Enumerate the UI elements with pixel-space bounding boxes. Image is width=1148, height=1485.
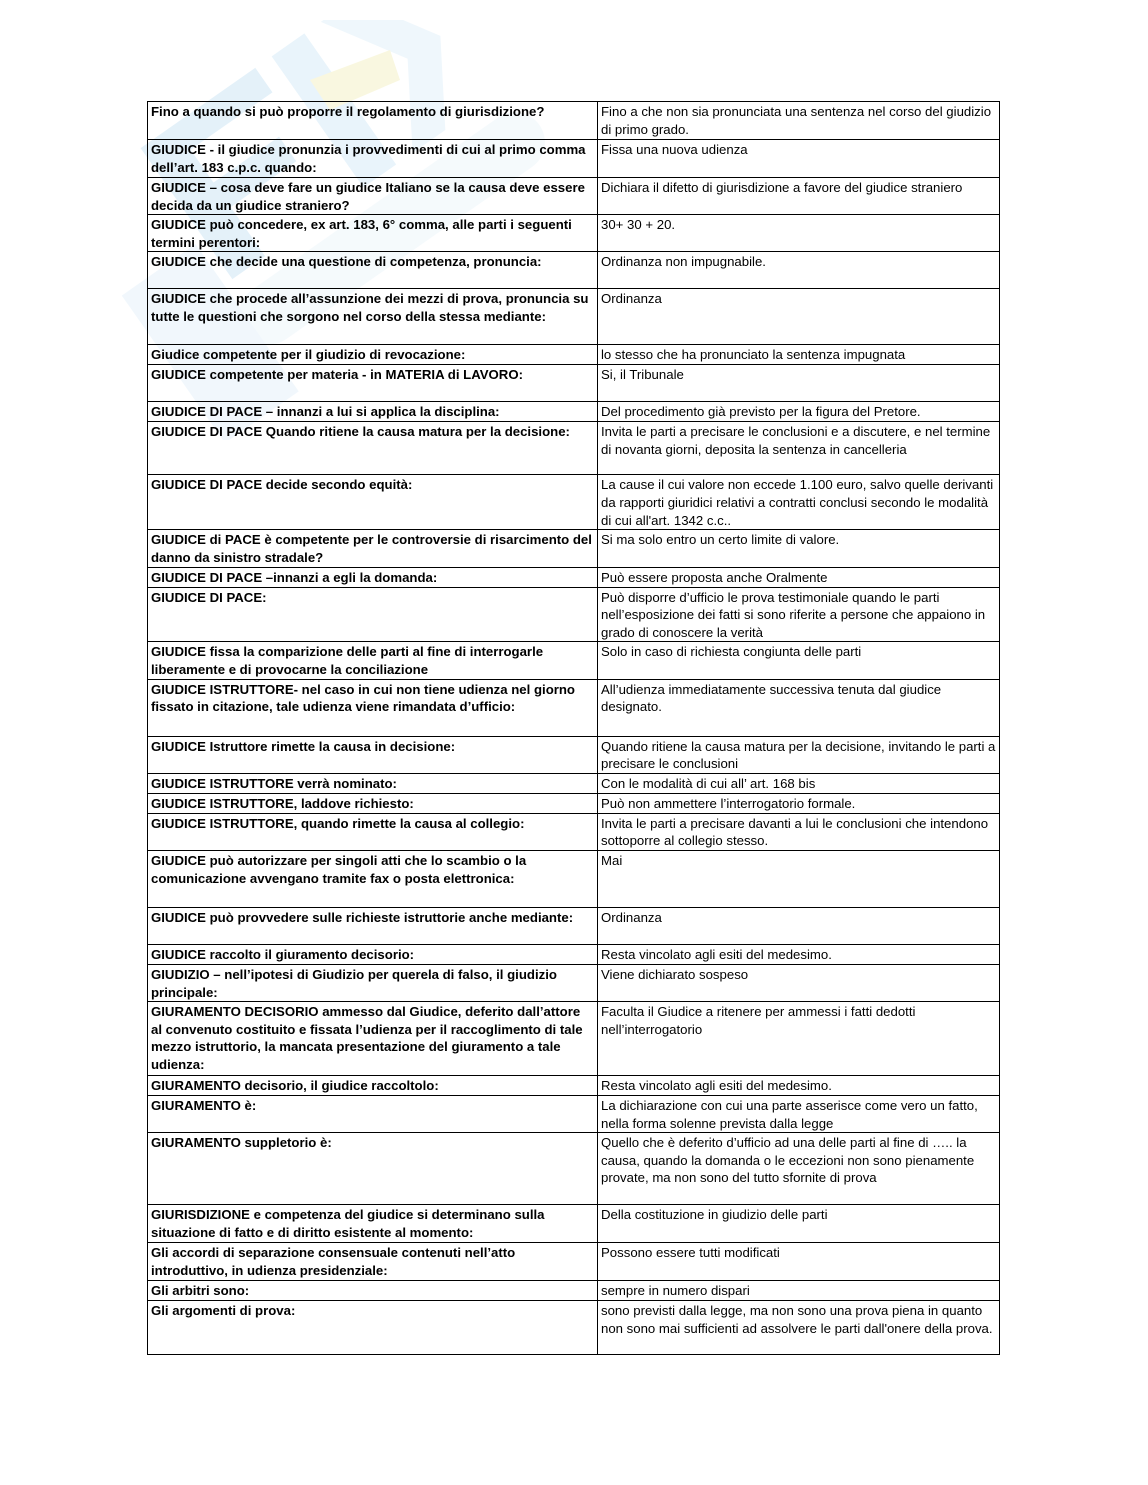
table-row — [148, 365, 1000, 402]
answer-cell: Solo in caso di richiesta congiunta delle parti — [598, 642, 1000, 679]
answer-cell: Mai — [598, 850, 1000, 907]
question-cell: Gli accordi di separazione consensuale contenuti nell’atto introduttivo, in udienza presidenziale: — [148, 1243, 598, 1281]
question-cell: GIUDICE - il giudice pronunzia i provvedimenti di cui al primo comma dell’art. 183 c.p.c. quando: — [148, 140, 598, 178]
answer-cell: Ordinanza — [598, 907, 1000, 944]
table-row — [148, 1096, 1000, 1133]
table-row — [148, 964, 1000, 1001]
table-row — [148, 587, 1000, 642]
answer-cell: Resta vincolato agli esiti del medesimo. — [598, 1076, 1000, 1096]
question-cell: GIUDICE ISTRUTTORE- nel caso in cui non tiene udienza nel giorno fissato in citazione, tale udienza viene rimandata d’ufficio: — [148, 679, 598, 736]
table-row — [148, 345, 1000, 365]
table-row — [148, 944, 1000, 964]
table-row — [148, 642, 1000, 679]
question-cell: GIUDICE competente per materia - in MATERIA di LAVORO: — [148, 365, 598, 402]
question-cell: GIUDICE Istruttore rimette la causa in decisione: — [148, 736, 598, 773]
table-row — [148, 422, 1000, 475]
answer-cell: Può essere proposta anche Oralmente — [598, 567, 1000, 587]
question-cell: GIUDICE DI PACE: — [148, 587, 598, 642]
question-cell: GIUDICE può autorizzare per singoli atti che lo scambio o la comunicazione avvengano tramite fax o posta elettronica: — [148, 850, 598, 907]
answer-cell: Si, il Tribunale — [598, 365, 1000, 402]
answer-cell: sempre in numero dispari — [598, 1281, 1000, 1301]
question-cell: GIURAMENTO suppletorio è: — [148, 1133, 598, 1205]
question-cell: GIUDIZIO – nell’ipotesi di Giudizio per querela di falso, il giudizio principale: — [148, 964, 598, 1001]
table-row — [148, 1301, 1000, 1355]
question-cell: GIUDICE DI PACE – innanzi a lui si applica la disciplina: — [148, 402, 598, 422]
question-cell: GIUDICE che procede all’assunzione dei mezzi di prova, pronuncia su tutte le questioni che sorgono nel corso della stessa mediante: — [148, 289, 598, 345]
answer-cell: Faculta il Giudice a ritenere per ammessi i fatti dedotti nell’interrogatorio — [598, 1002, 1000, 1076]
question-cell: GIUDICE ISTRUTTORE, quando rimette la causa al collegio: — [148, 813, 598, 850]
question-cell: GIUDICE può provvedere sulle richieste istruttorie anche mediante: — [148, 907, 598, 944]
answer-cell: Possono essere tutti modificati — [598, 1243, 1000, 1281]
table-row — [148, 793, 1000, 813]
answer-cell: La dichiarazione con cui una parte asserisce come vero un fatto, nella forma solenne prevista dalla legge — [598, 1096, 1000, 1133]
question-cell: GIUDICE ISTRUTTORE verrà nominato: — [148, 773, 598, 793]
question-cell: Gli arbitri sono: — [148, 1281, 598, 1301]
table-row — [148, 567, 1000, 587]
question-cell: Gli argomenti di prova: — [148, 1301, 598, 1355]
table-row — [148, 1243, 1000, 1281]
answer-cell: Ordinanza — [598, 289, 1000, 345]
answer-cell: Fino a che non sia pronunciata una sentenza nel corso del giudizio di primo grado. — [598, 102, 1000, 140]
answer-cell: Resta vincolato agli esiti del medesimo. — [598, 944, 1000, 964]
answer-cell: lo stesso che ha pronunciato la sentenza impugnata — [598, 345, 1000, 365]
answer-cell: Della costituzione in giudizio delle parti — [598, 1205, 1000, 1243]
question-cell: GIUDICE – cosa deve fare un giudice Italiano se la causa deve essere decida da un giudice straniero? — [148, 178, 598, 215]
question-cell: GIURISDIZIONE e competenza del giudice si determinano sulla situazione di fatto e di diritto esistente al momento: — [148, 1205, 598, 1243]
table-row — [148, 679, 1000, 736]
table-row — [148, 289, 1000, 345]
question-cell: GIUDICE di PACE è competente per le controversie di risarcimento del danno da sinistro stradale? — [148, 530, 598, 567]
answer-cell: Quando ritiene la causa matura per la decisione, invitando le parti a precisare le conclusioni — [598, 736, 1000, 773]
question-cell: GIUDICE ISTRUTTORE, laddove richiesto: — [148, 793, 598, 813]
answer-cell: Del procedimento già previsto per la figura del Pretore. — [598, 402, 1000, 422]
question-cell: Fino a quando si può proporre il regolamento di giurisdizione? — [148, 102, 598, 140]
qa-table — [147, 101, 1000, 1355]
answer-cell: Quello che è deferito d’ufficio ad una delle parti al fine di ….. la causa, quando la domanda o le eccezioni non sono pienamente provate, ma non sono del tutto sfornite di prova — [598, 1133, 1000, 1205]
answer-cell: Si ma solo entro un certo limite di valore. — [598, 530, 1000, 567]
table-row — [148, 1281, 1000, 1301]
table-row — [148, 813, 1000, 850]
answer-cell: Fissa una nuova udienza — [598, 140, 1000, 178]
question-cell: GIUDICE fissa la comparizione delle parti al fine di interrogarle liberamente e di provocarne la conciliazione — [148, 642, 598, 679]
question-cell: GIURAMENTO è: — [148, 1096, 598, 1133]
question-cell: Giudice competente per il giudizio di revocazione: — [148, 345, 598, 365]
table-row — [148, 907, 1000, 944]
table-row — [148, 736, 1000, 773]
answer-cell: La cause il cui valore non eccede 1.100 euro, salvo quelle derivanti da rapporti giuridici relativi a contratti conclusi secondo le modalità di cui all'art. 1342 c.c.. — [598, 475, 1000, 530]
answer-cell: sono previsti dalla legge, ma non sono una prova piena in quanto non sono mai sufficienti ad assolvere le parti dall'onere della prova. — [598, 1301, 1000, 1355]
table-row — [148, 215, 1000, 252]
table-row — [148, 850, 1000, 907]
table-row — [148, 178, 1000, 215]
table-row — [148, 140, 1000, 178]
question-cell: GIUDICE raccolto il giuramento decisorio: — [148, 944, 598, 964]
answer-cell: Ordinanza non impugnabile. — [598, 252, 1000, 289]
answer-cell: All’udienza immediatamente successiva tenuta dal giudice designato. — [598, 679, 1000, 736]
answer-cell: Invita le parti a precisare le conclusioni e a discutere, e nel termine di novanta giorni, deposita la sentenza in cancelleria — [598, 422, 1000, 475]
table-row — [148, 1133, 1000, 1205]
question-cell: GIUDICE DI PACE –innanzi a egli la domanda: — [148, 567, 598, 587]
answer-cell: Dichiara il difetto di giurisdizione a favore del giudice straniero — [598, 178, 1000, 215]
question-cell: GIURAMENTO decisorio, il giudice raccoltolo: — [148, 1076, 598, 1096]
answer-cell: Viene dichiarato sospeso — [598, 964, 1000, 1001]
question-cell: GIUDICE DI PACE Quando ritiene la causa matura per la decisione: — [148, 422, 598, 475]
question-cell: GIURAMENTO DECISORIO ammesso dal Giudice, deferito dall’attore al convenuto costituito e fissata l’udienza per il raccoglimento di tale mezzo istruttorio, la mancata presentazione del giuramento a tale udienza: — [148, 1002, 598, 1076]
table-row — [148, 530, 1000, 567]
table-row — [148, 475, 1000, 530]
table-row — [148, 252, 1000, 289]
question-cell: GIUDICE può concedere, ex art. 183, 6° comma, alle parti i seguenti termini perentori: — [148, 215, 598, 252]
answer-cell: 30+ 30 + 20. — [598, 215, 1000, 252]
answer-cell: Con le modalità di cui all’ art. 168 bis — [598, 773, 1000, 793]
answer-cell: Può disporre d’ufficio le prova testimoniale quando le parti nell’esposizione dei fatti si sono riferite a persone che appaiono in grado di conoscere la verità — [598, 587, 1000, 642]
table-row — [148, 1002, 1000, 1076]
table-row — [148, 1076, 1000, 1096]
table-row — [148, 402, 1000, 422]
answer-cell: Invita le parti a precisare davanti a lui le conclusioni che intendono sottoporre al collegio stesso. — [598, 813, 1000, 850]
table-row — [148, 773, 1000, 793]
question-cell: GIUDICE DI PACE decide secondo equità: — [148, 475, 598, 530]
table-row — [148, 102, 1000, 140]
question-cell: GIUDICE che decide una questione di competenza, pronuncia: — [148, 252, 598, 289]
table-row — [148, 1205, 1000, 1243]
answer-cell: Può non ammettere l’interrogatorio formale. — [598, 793, 1000, 813]
